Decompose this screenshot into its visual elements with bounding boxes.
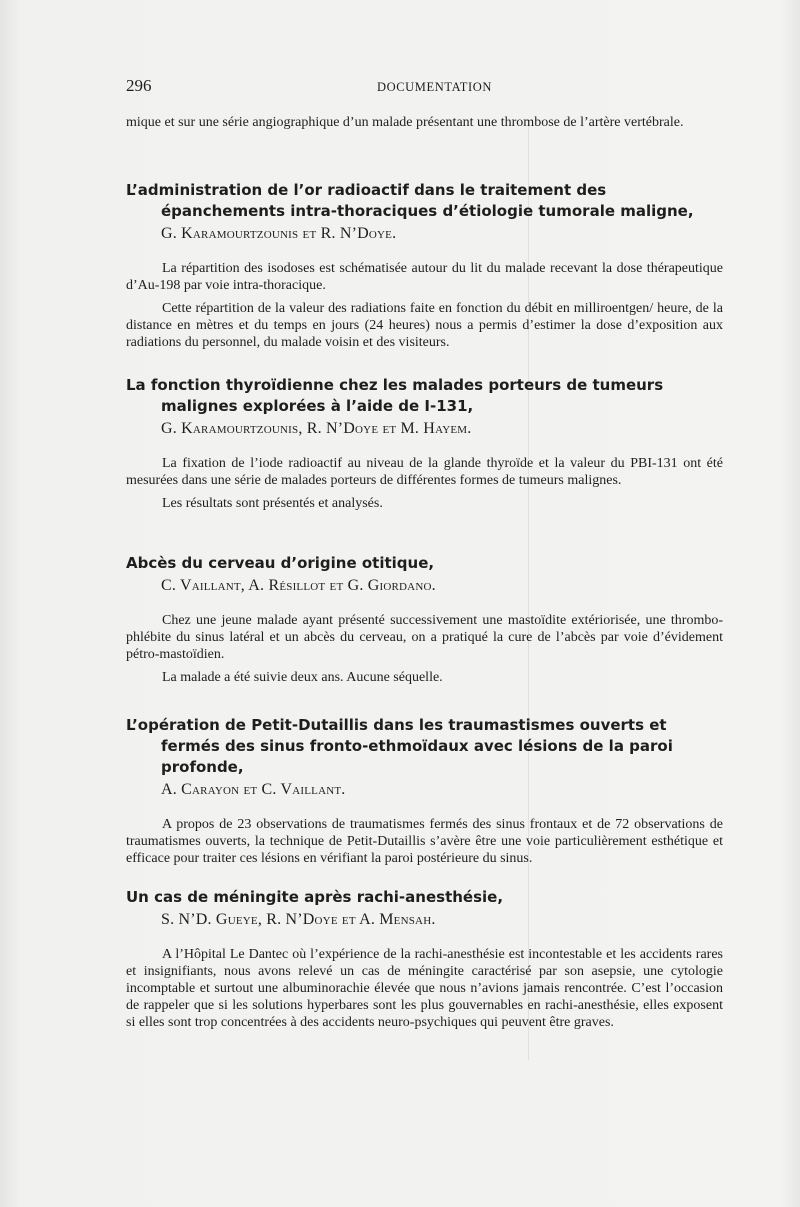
article-paragraph: Chez une jeune malade ayant présenté successivement une mastoïdite extériorisée, une thrombo-phlébite du sinus latéral et un abcès du cerveau, on a pratiqué la cure de l’abcès par voie d’évidement pétro-mastoïdien. [126,613,723,662]
article-meningitis [126,887,723,1031]
article-petit-dutaillis [126,715,723,867]
article-paragraph: La malade a été suivie deux ans. Aucune séquelle. [162,670,443,685]
article-title: La fonction thyroïdienne chez les malades porteurs de tumeurs malignes explorées à l’aide de I-131, [126,376,664,415]
article-paragraph: A propos de 23 observations de traumatismes fermés des sinus frontaux et de 72 observations de traumatismes ouverts, la technique de Petit-Dutaillis s’avère être une voie particulièrement esthétique et efficace pour traiter ces lésions en vérifiant la paroi postérieure du sinus. [126,817,723,866]
article-authors: S. N’D. Gueye, R. N’Doye et A. Mensah. [161,911,436,928]
article-authors: G. Karamourtzounis, R. N’Doye et M. Hayem. [161,420,472,437]
article-title: L’opération de Petit-Dutaillis dans les traumastismes ouverts et fermés des sinus fronto-ethmoïdaux avec lésions de la paroi profonde, [126,716,673,776]
article-body [126,946,723,1031]
article-body [126,612,723,686]
article-brain-abscess [126,553,723,686]
page-header [126,76,721,100]
article-authors: C. Vaillant, A. Résillot et G. Giordano. [161,577,436,594]
article-paragraph: La répartition des isodoses est schématisée autour du lit du malade recevant la dose thérapeutique d’Au-198 par voie intra-thoracique. [126,261,723,293]
article-authors: G. Karamourtzounis et R. N’Doye. [161,225,397,242]
article-title: Un cas de méningite après rachi-anesthésie, [126,888,504,906]
article-body [126,816,723,867]
article-thyroid-function [126,375,723,512]
article-paragraph: La fixation de l’iode radioactif au niveau de la glande thyroïde et la valeur du PBI-131 ont été mesurées dans une série de malades porteurs de différentes formes de tumeurs malignes. [126,456,723,488]
running-title: DOCUMENTATION [376,80,493,94]
article-body [126,455,723,512]
intro-paragraph: mique et sur une série angiographique d’un malade présentant une thrombose de l’artère vertébrale. [126,115,684,130]
article-gold-radioactive [126,180,723,351]
article-title: L’administration de l’or radioactif dans le traitement des épanchements intra-thoraciques d’étiologie tumorale maligne, [126,181,694,220]
article-authors: A. Carayon et C. Vaillant. [161,781,346,798]
article-paragraph: Cette répartition de la valeur des radiations faite en fonction du débit en milliroentgen/ heure, de la distance en mètres et du temps en jours (24 heures) nous a permis d’estimer la dose d’exposition aux radiations du personnel, du malade voisin et des visiteurs. [126,301,723,350]
page-number: 296 [126,76,152,95]
article-paragraph: Les résultats sont présentés et analysés. [162,496,383,511]
article-body [126,260,723,351]
article-title: Abcès du cerveau d’origine otitique, [126,554,435,572]
article-paragraph: A l’Hôpital Le Dantec où l’expérience de la rachi-anesthésie est incontestable et les accidents rares et insignifiants, nous avons relevé un cas de méningite caractérisé par son asepsie, une cytologie incomptable et surtout une albuminorachie élevée que nous n’avions jamais rencontrée. C’est l’occasion de rappeler que si les solutions hyperbares sont les plus gouvernables en rachi-anesthésie, elles exposent si elles sont trop concentrées à des accidents neuro-psychiques qui peuvent être graves. [126,947,723,1030]
